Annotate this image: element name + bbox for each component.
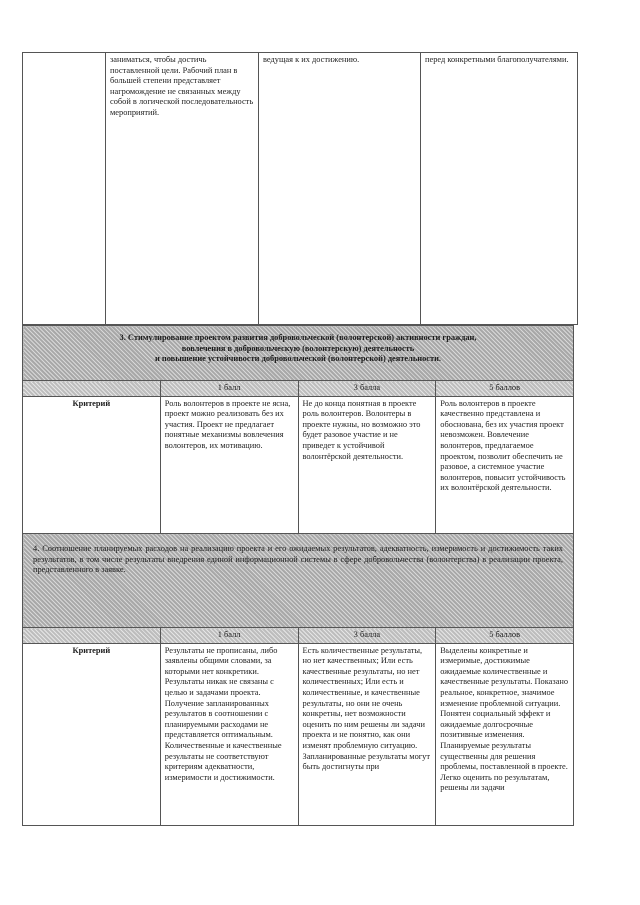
section-3-criteria-row xyxy=(23,396,574,536)
criterion-label: Критерий xyxy=(23,643,161,825)
section-3-title-line-1: 3. Стимулирование проектом развития добровольческой (волонтерской) активности граждан, xyxy=(119,333,477,342)
score-3-description: Есть количественные результаты, но нет качественных; Или есть качественные результаты, но нет количественных; Или есть и количественные, и качественные результаты, но они не очень конкретны, нет возможности оценить по ним решены ли задачи проекта и не понятно, как они изменят проблемную ситуацию. Запланированные результаты могут быть достигнуты при xyxy=(298,643,436,825)
criterion-label: Критерий xyxy=(23,396,161,536)
score-3-cell: ведущая к их достижению. xyxy=(259,53,421,325)
section-3-title-line-3: и повышение устойчивости добровольческой (волонтерской) деятельности. xyxy=(154,354,442,364)
criteria-table-continuation xyxy=(22,52,578,325)
score-header-3: 3 балла xyxy=(298,628,436,644)
section-4-criteria-row xyxy=(23,643,574,825)
score-header-3: 3 балла xyxy=(298,381,436,397)
section-3-title xyxy=(23,326,574,381)
score-5-description: Роль волонтеров в проекте качественно представлена и обоснована, без их участия проект невозможен. Вовлечение волонтеров, предлагаемое проектом, позволит обеспечить не разовое, а системное участие волонтеров, повысит устойчивость их волонтёрской деятельности. xyxy=(436,396,574,536)
section-3-scores-row xyxy=(23,381,574,397)
score-header-blank xyxy=(23,381,161,397)
section-4-table xyxy=(22,533,574,826)
score-1-cell: заниматься, чтобы достичь поставленной цели. Рабочий план в большей степени представляет нагромождение не связанных между собой в логической последовательность мероприятий. xyxy=(106,53,259,325)
score-header-blank xyxy=(23,628,161,644)
score-1-description: Роль волонтеров в проекте не ясна, проект можно реализовать без их участия. Проект не предлагает понятные механизмы вовлечения волонтеров, их мотивацию. xyxy=(160,396,298,536)
section-4-header-row xyxy=(23,534,574,628)
score-5-cell: перед конкретными благополучателями. xyxy=(421,53,578,325)
section-3-header-row xyxy=(23,326,574,381)
score-header-5: 5 баллов xyxy=(436,381,574,397)
score-5-description: Выделены конкретные и измеримые, достижимые ожидаемые количественные и качественные результаты. Показано реальное, конкретное, значимое изменение проблемной ситуации. Понятен социальный эффект и ожидаемые долгосрочные позитивные изменения. Планируемые результаты существенны для решения проблемы, поставленной в проекте. Легко оценить по результатам, решены ли задачи xyxy=(436,643,574,825)
table-row xyxy=(23,53,578,325)
score-1-description: Результаты не прописаны, либо заявлены общими словами, за которыми нет конкретики. Результаты никак не связаны с целью и задачами проекта. Получение запланированных результатов в соотношении с планируемыми расходами не представляется оптимальным. Количественные и качественные результаты не соответствуют критериям адекватности, измеримости и достижимости. xyxy=(160,643,298,825)
score-3-description: Не до конца понятная в проекте роль волонтеров. Волонтеры в проекте нужны, но возможно это будет разовое участие и не приведет к устойчивой волонтёрской деятельности. xyxy=(298,396,436,536)
section-4-scores-row xyxy=(23,628,574,644)
section-3-title-line-2: вовлечения в добровольческую (волонтерскую) деятельность xyxy=(181,343,415,353)
score-header-1: 1 балл xyxy=(160,381,298,397)
section-3-table xyxy=(22,325,574,537)
score-header-5: 5 баллов xyxy=(436,628,574,644)
section-4-title: 4. Соотношение планируемых расходов на реализацию проекта и его ожидаемых результатов, адекватность, измеримость и достижимость таких результатов, в том числе результаты внедрения единой информационной системы в сфере добровольчества (волонтерства) в реализации проекта, представленного в заявке. xyxy=(23,534,574,628)
criterion-cell xyxy=(23,53,106,325)
score-header-1: 1 балл xyxy=(160,628,298,644)
